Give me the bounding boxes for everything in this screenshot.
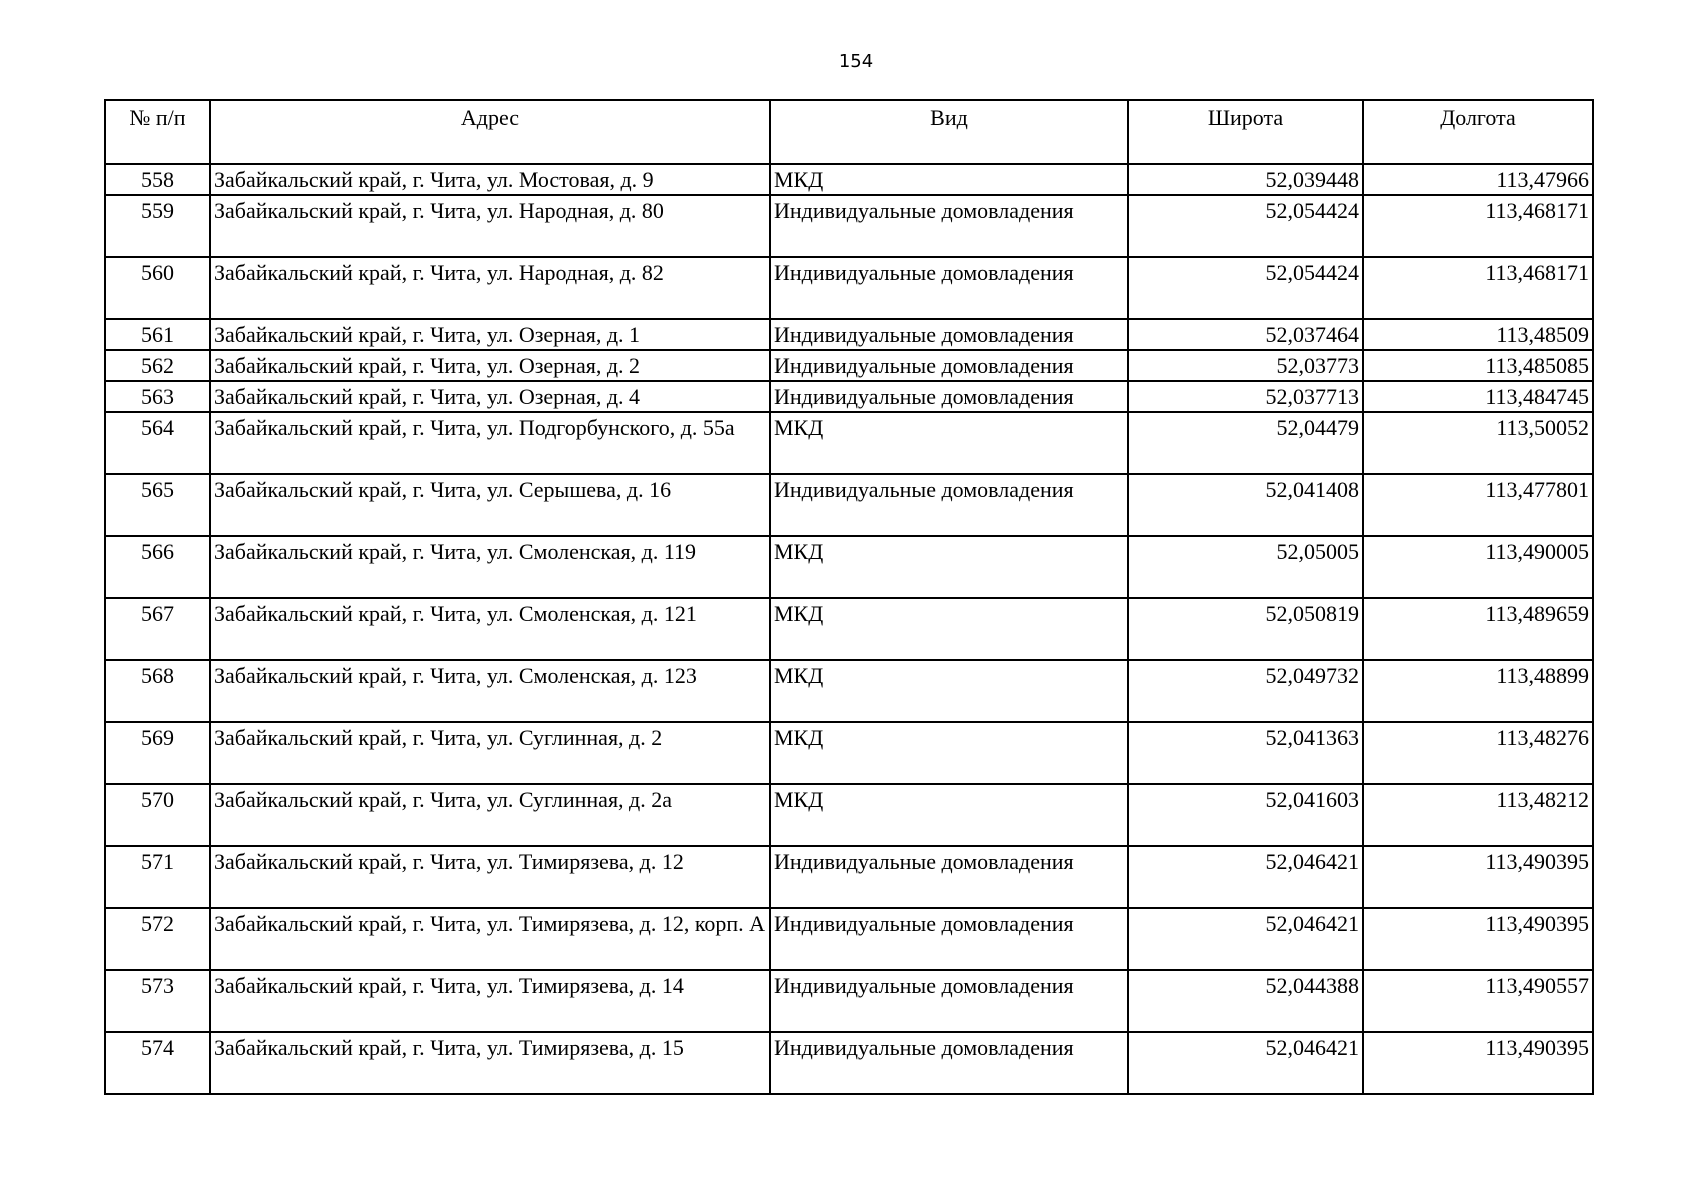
table-row xyxy=(105,784,1593,846)
table-row xyxy=(105,257,1593,319)
table-row xyxy=(105,1032,1593,1094)
row-longitude: 113,48899 xyxy=(1363,660,1593,722)
row-kind: Индивидуальные домовладения xyxy=(770,381,1128,412)
row-latitude: 52,049732 xyxy=(1128,660,1363,722)
row-longitude: 113,48276 xyxy=(1363,722,1593,784)
table-row xyxy=(105,412,1593,474)
row-longitude: 113,490395 xyxy=(1363,846,1593,908)
row-address: Забайкальский край, г. Чита, ул. Озерная, д. 1 xyxy=(210,319,770,350)
row-kind: МКД xyxy=(770,412,1128,474)
row-kind: Индивидуальные домовладения xyxy=(770,846,1128,908)
row-number: 566 xyxy=(105,536,210,598)
header-longitude: Долгота xyxy=(1363,100,1593,164)
row-number: 569 xyxy=(105,722,210,784)
row-address: Забайкальский край, г. Чита, ул. Озерная, д. 4 xyxy=(210,381,770,412)
table-row xyxy=(105,164,1593,195)
table-row xyxy=(105,536,1593,598)
table-row xyxy=(105,319,1593,350)
row-kind: Индивидуальные домовладения xyxy=(770,319,1128,350)
row-longitude: 113,490395 xyxy=(1363,1032,1593,1094)
row-address: Забайкальский край, г. Чита, ул. Тимирязева, д. 14 xyxy=(210,970,770,1032)
row-number: 564 xyxy=(105,412,210,474)
row-address: Забайкальский край, г. Чита, ул. Народная, д. 82 xyxy=(210,257,770,319)
row-address: Забайкальский край, г. Чита, ул. Озерная, д. 2 xyxy=(210,350,770,381)
row-address: Забайкальский край, г. Чита, ул. Смоленская, д. 119 xyxy=(210,536,770,598)
row-latitude: 52,037464 xyxy=(1128,319,1363,350)
row-address: Забайкальский край, г. Чита, ул. Тимирязева, д. 12, корп. А xyxy=(210,908,770,970)
row-latitude: 52,041363 xyxy=(1128,722,1363,784)
row-address: Забайкальский край, г. Чита, ул. Тимирязева, д. 15 xyxy=(210,1032,770,1094)
table-row xyxy=(105,598,1593,660)
row-longitude: 113,48509 xyxy=(1363,319,1593,350)
row-address: Забайкальский край, г. Чита, ул. Смоленская, д. 121 xyxy=(210,598,770,660)
row-latitude: 52,03773 xyxy=(1128,350,1363,381)
table-header-row xyxy=(105,100,1593,164)
row-latitude: 52,037713 xyxy=(1128,381,1363,412)
row-number: 570 xyxy=(105,784,210,846)
row-address: Забайкальский край, г. Чита, ул. Смоленская, д. 123 xyxy=(210,660,770,722)
row-latitude: 52,041408 xyxy=(1128,474,1363,536)
row-number: 568 xyxy=(105,660,210,722)
row-address: Забайкальский край, г. Чита, ул. Суглинная, д. 2а xyxy=(210,784,770,846)
address-table xyxy=(104,99,1594,1095)
row-number: 562 xyxy=(105,350,210,381)
row-latitude: 52,046421 xyxy=(1128,908,1363,970)
row-latitude: 52,054424 xyxy=(1128,257,1363,319)
row-number: 563 xyxy=(105,381,210,412)
row-number: 573 xyxy=(105,970,210,1032)
row-longitude: 113,484745 xyxy=(1363,381,1593,412)
table-row xyxy=(105,846,1593,908)
row-kind: Индивидуальные домовладения xyxy=(770,970,1128,1032)
row-number: 559 xyxy=(105,195,210,257)
row-longitude: 113,48212 xyxy=(1363,784,1593,846)
header-latitude: Широта xyxy=(1128,100,1363,164)
row-number: 561 xyxy=(105,319,210,350)
table-row xyxy=(105,660,1593,722)
table-row xyxy=(105,474,1593,536)
row-address: Забайкальский край, г. Чита, ул. Суглинная, д. 2 xyxy=(210,722,770,784)
row-kind: Индивидуальные домовладения xyxy=(770,257,1128,319)
row-latitude: 52,05005 xyxy=(1128,536,1363,598)
row-latitude: 52,044388 xyxy=(1128,970,1363,1032)
row-kind: Индивидуальные домовладения xyxy=(770,474,1128,536)
table-row xyxy=(105,381,1593,412)
row-kind: МКД xyxy=(770,784,1128,846)
row-longitude: 113,489659 xyxy=(1363,598,1593,660)
row-kind: МКД xyxy=(770,598,1128,660)
table-row xyxy=(105,970,1593,1032)
row-kind: Индивидуальные домовладения xyxy=(770,350,1128,381)
row-number: 571 xyxy=(105,846,210,908)
row-longitude: 113,490395 xyxy=(1363,908,1593,970)
row-longitude: 113,468171 xyxy=(1363,257,1593,319)
row-kind: МКД xyxy=(770,660,1128,722)
row-number: 560 xyxy=(105,257,210,319)
row-kind: МКД xyxy=(770,536,1128,598)
header-kind: Вид xyxy=(770,100,1128,164)
row-latitude: 52,050819 xyxy=(1128,598,1363,660)
row-address: Забайкальский край, г. Чита, ул. Тимирязева, д. 12 xyxy=(210,846,770,908)
row-longitude: 113,477801 xyxy=(1363,474,1593,536)
row-longitude: 113,490557 xyxy=(1363,970,1593,1032)
page-number: 154 xyxy=(838,51,874,72)
row-number: 558 xyxy=(105,164,210,195)
row-latitude: 52,039448 xyxy=(1128,164,1363,195)
row-number: 565 xyxy=(105,474,210,536)
header-num: № п/п xyxy=(105,100,210,164)
row-address: Забайкальский край, г. Чита, ул. Подгорбунского, д. 55а xyxy=(210,412,770,474)
row-number: 574 xyxy=(105,1032,210,1094)
row-latitude: 52,046421 xyxy=(1128,1032,1363,1094)
row-longitude: 113,468171 xyxy=(1363,195,1593,257)
table-row xyxy=(105,908,1593,970)
table-row xyxy=(105,195,1593,257)
row-kind: Индивидуальные домовладения xyxy=(770,195,1128,257)
table-row xyxy=(105,722,1593,784)
row-latitude: 52,041603 xyxy=(1128,784,1363,846)
row-kind: Индивидуальные домовладения xyxy=(770,908,1128,970)
row-address: Забайкальский край, г. Чита, ул. Мостовая, д. 9 xyxy=(210,164,770,195)
row-kind: Индивидуальные домовладения xyxy=(770,1032,1128,1094)
row-longitude: 113,485085 xyxy=(1363,350,1593,381)
row-kind: МКД xyxy=(770,164,1128,195)
row-address: Забайкальский край, г. Чита, ул. Народная, д. 80 xyxy=(210,195,770,257)
row-kind: МКД xyxy=(770,722,1128,784)
row-number: 572 xyxy=(105,908,210,970)
table-row xyxy=(105,350,1593,381)
row-latitude: 52,054424 xyxy=(1128,195,1363,257)
row-longitude: 113,490005 xyxy=(1363,536,1593,598)
row-address: Забайкальский край, г. Чита, ул. Серышева, д. 16 xyxy=(210,474,770,536)
row-latitude: 52,04479 xyxy=(1128,412,1363,474)
row-longitude: 113,50052 xyxy=(1363,412,1593,474)
row-longitude: 113,47966 xyxy=(1363,164,1593,195)
row-number: 567 xyxy=(105,598,210,660)
row-latitude: 52,046421 xyxy=(1128,846,1363,908)
header-address: Адрес xyxy=(210,100,770,164)
